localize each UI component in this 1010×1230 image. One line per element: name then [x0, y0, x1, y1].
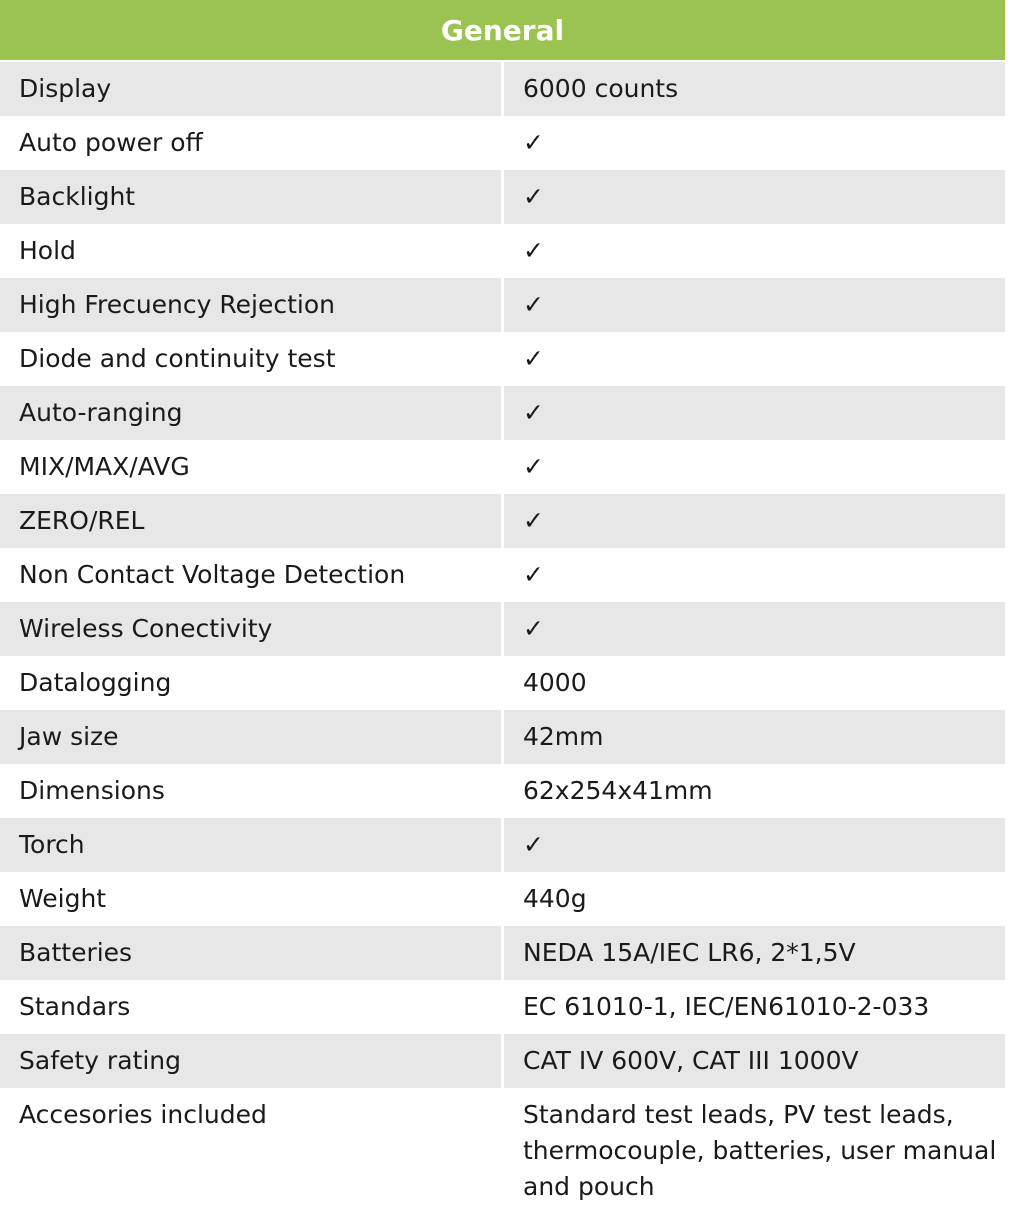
table-header-row — [0, 0, 1005, 61]
row-value: 4000 — [503, 656, 1006, 710]
table-row — [0, 710, 1005, 764]
row-label: Display — [0, 61, 503, 116]
row-label: Wireless Conectivity — [0, 602, 503, 656]
row-value: 62x254x41mm — [503, 764, 1006, 818]
row-value: NEDA 15A/IEC LR6, 2*1,5V — [503, 926, 1006, 980]
table-row — [0, 872, 1005, 926]
table-row — [0, 602, 1005, 656]
check-icon: ✓ — [503, 224, 1006, 278]
row-label: Auto power off — [0, 116, 503, 170]
row-label: Safety rating — [0, 1034, 503, 1088]
row-value: 6000 counts — [503, 61, 1006, 116]
row-value: 440g — [503, 872, 1006, 926]
check-icon: ✓ — [503, 818, 1006, 872]
row-label: Torch — [0, 818, 503, 872]
check-icon: ✓ — [503, 602, 1006, 656]
table-row — [0, 386, 1005, 440]
table-row — [0, 1034, 1005, 1088]
table-row — [0, 926, 1005, 980]
table-row — [0, 494, 1005, 548]
check-icon: ✓ — [503, 440, 1006, 494]
check-icon: ✓ — [503, 494, 1006, 548]
check-icon: ✓ — [503, 170, 1006, 224]
row-value: 42mm — [503, 710, 1006, 764]
check-icon: ✓ — [503, 548, 1006, 602]
row-label: Hold — [0, 224, 503, 278]
table-row — [0, 440, 1005, 494]
row-label: Diode and continuity test — [0, 332, 503, 386]
table-row — [0, 656, 1005, 710]
row-label: Standars — [0, 980, 503, 1034]
row-label: Accesories included — [0, 1088, 503, 1214]
table-row — [0, 818, 1005, 872]
row-label: Dimensions — [0, 764, 503, 818]
table-row — [0, 116, 1005, 170]
row-label: Datalogging — [0, 656, 503, 710]
table-row — [0, 61, 1005, 116]
row-label: Jaw size — [0, 710, 503, 764]
table-row — [0, 764, 1005, 818]
table-header: General — [0, 0, 1005, 61]
check-icon: ✓ — [503, 386, 1006, 440]
table-row — [0, 332, 1005, 386]
row-label: Non Contact Voltage Detection — [0, 548, 503, 602]
row-label: ZERO/REL — [0, 494, 503, 548]
row-value: Standard test leads, PV test leads, thermocouple, batteries, user manual and pouch — [503, 1088, 1006, 1214]
row-label: Weight — [0, 872, 503, 926]
table-row — [0, 1088, 1005, 1214]
row-label: Backlight — [0, 170, 503, 224]
row-value: EC 61010-1, IEC/EN61010-2-033 — [503, 980, 1006, 1034]
check-icon: ✓ — [503, 278, 1006, 332]
check-icon: ✓ — [503, 116, 1006, 170]
row-label: MIX/MAX/AVG — [0, 440, 503, 494]
table-row — [0, 170, 1005, 224]
table-row — [0, 278, 1005, 332]
table-row — [0, 980, 1005, 1034]
table-row — [0, 224, 1005, 278]
row-label: Batteries — [0, 926, 503, 980]
table-row — [0, 548, 1005, 602]
row-label: High Frecuency Rejection — [0, 278, 503, 332]
row-value: CAT IV 600V, CAT III 1000V — [503, 1034, 1006, 1088]
row-label: Auto-ranging — [0, 386, 503, 440]
check-icon: ✓ — [503, 332, 1006, 386]
